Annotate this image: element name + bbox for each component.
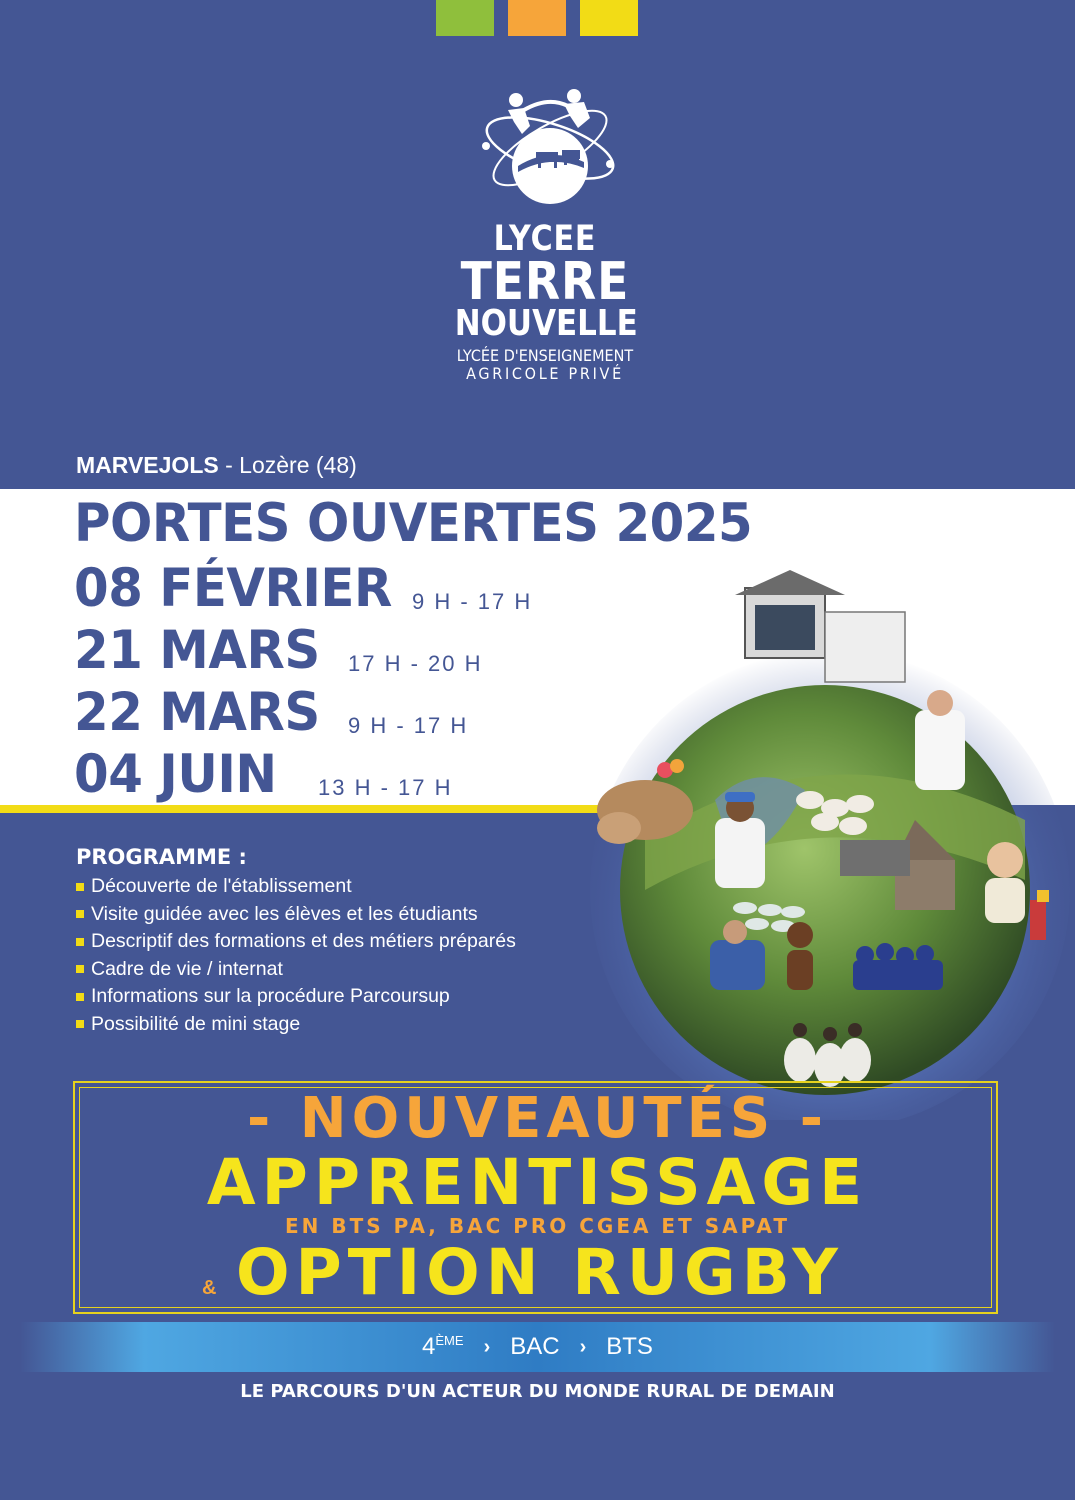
brand-line-enseignement: LYCÉE D'ENSEIGNEMENT [456, 346, 634, 365]
brand-wordmark [440, 219, 650, 383]
location-region: - Lozère (48) [218, 452, 357, 478]
brand-line-agricole: AGRICOLE PRIVÉ [466, 364, 624, 383]
date-row [74, 682, 469, 744]
programme-item-text: Descriptif des formations et des métiers préparés [91, 930, 516, 952]
programme-item-text: Visite guidée avec les élèves et les étudiants [91, 902, 478, 925]
footer-tagline: LE PARCOURS D'UN ACTEUR DU MONDE RURAL DE DEMAIN [240, 1381, 835, 1402]
square-bullet-icon [76, 993, 84, 1001]
list-item [76, 956, 516, 984]
square-bullet-icon [76, 910, 84, 918]
list-item [76, 901, 516, 929]
date-day: 22 MARS [74, 682, 320, 743]
rural-collage-globe-image [585, 560, 1075, 1120]
list-item [76, 873, 516, 901]
date-hours: 13 H - 17 H [318, 775, 453, 800]
yellow-divider [0, 805, 640, 813]
date-day: 21 MARS [74, 620, 320, 681]
square-bullet-icon [76, 1020, 84, 1028]
square-bullet-icon [76, 965, 84, 973]
portes-ouvertes-title: PORTES OUVERTES 2025 [74, 493, 753, 554]
programme-item-text: Cadre de vie / internat [91, 957, 283, 980]
color-squares [436, 0, 638, 36]
programme-item-text: Découverte de l'établissement [91, 875, 352, 897]
orange-square [508, 0, 566, 36]
list-item [76, 1011, 516, 1039]
option-rugby-title: OPTION RUGBY [236, 1236, 844, 1309]
yellow-square [580, 0, 638, 36]
path-step-4eme: 4ÈME [422, 1333, 464, 1360]
brand-line-terre: TERRE [460, 252, 630, 312]
date-row [74, 558, 533, 620]
path-step-bts: BTS [606, 1333, 653, 1360]
programme-list [76, 873, 516, 1038]
education-path-bar [20, 1322, 1055, 1372]
green-square [436, 0, 494, 36]
school-logo-icon [478, 88, 623, 206]
dates-list [74, 558, 533, 806]
nouveautes-title: - NOUVEAUTÉS - [247, 1086, 828, 1151]
date-day: 08 FÉVRIER [74, 558, 392, 619]
date-row [74, 620, 483, 682]
location [76, 452, 357, 479]
programme-item-text: Possibilité de mini stage [91, 1012, 301, 1035]
location-city: MARVEJOLS [76, 452, 219, 478]
date-hours: 9 H - 17 H [412, 589, 533, 614]
programme-item-text: Informations sur la procédure Parcoursup [91, 985, 450, 1007]
programme-section [76, 845, 516, 1038]
brand-line-lycee: LYCEE [493, 219, 597, 259]
path-step-bac: BAC [510, 1333, 560, 1360]
date-hours: 17 H - 20 H [348, 651, 483, 676]
apprentissage-title: APPRENTISSAGE [206, 1146, 869, 1219]
date-day: 04 JUIN [74, 744, 277, 805]
apprentissage-subtitle: EN BTS PA, BAC PRO CGEA ET SAPAT [285, 1214, 790, 1238]
list-item [76, 928, 516, 956]
ampersand: & [202, 1277, 217, 1299]
date-hours: 9 H - 17 H [348, 713, 469, 738]
square-bullet-icon [76, 883, 84, 891]
programme-title: PROGRAMME : [76, 845, 247, 869]
chevron-right-icon: › [579, 1335, 587, 1358]
date-row [74, 744, 453, 806]
brand-line-nouvelle: NOUVELLE [454, 303, 638, 344]
list-item [76, 983, 516, 1011]
square-bullet-icon [76, 938, 84, 946]
chevron-right-icon: › [483, 1335, 491, 1358]
